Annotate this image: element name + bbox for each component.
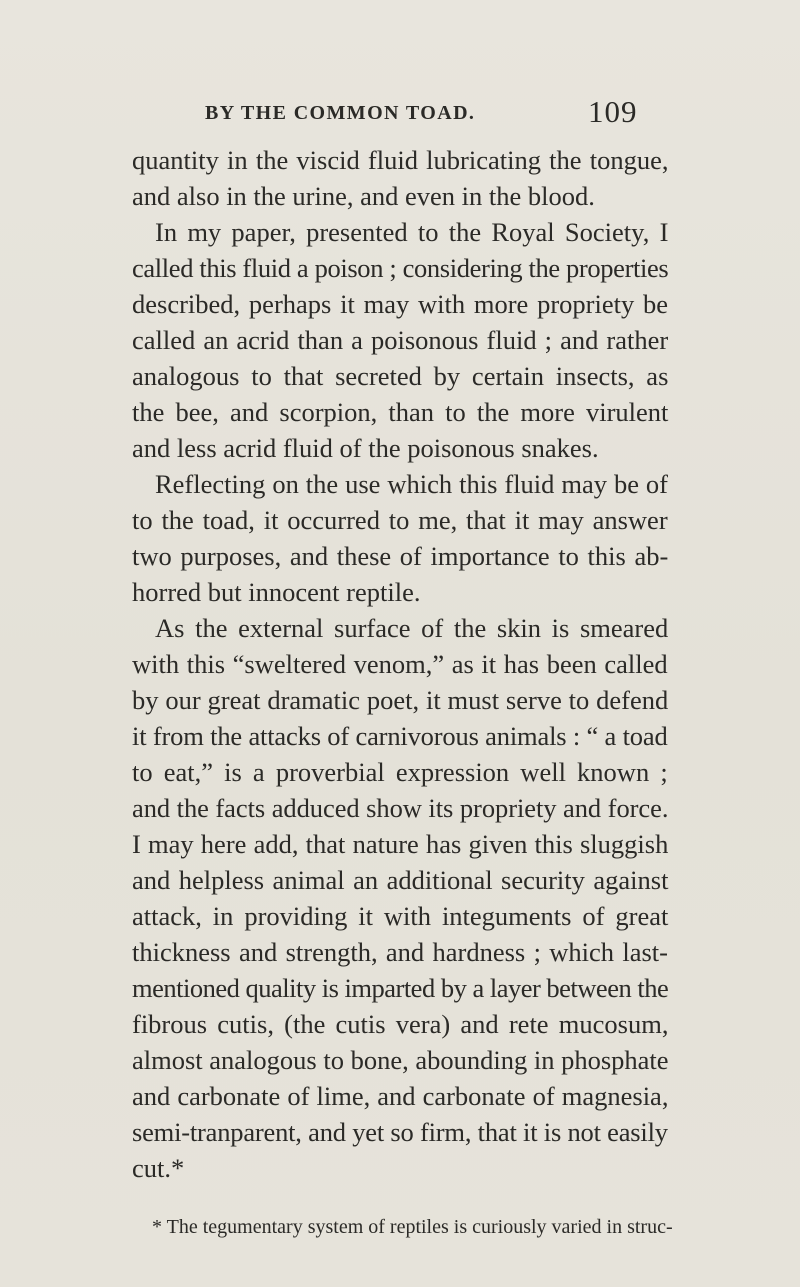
- text-line: and carbonate of lime, and carbonate of magnesia,: [132, 1081, 669, 1111]
- text-line: horred but innocent reptile.: [132, 577, 421, 607]
- text-line: the bee, and scorpion, than to the more virulent: [132, 397, 669, 427]
- text-line: In my paper, presented to the Royal Society, I: [155, 217, 669, 247]
- text-line: called this fluid a poison ; considering the properties: [132, 253, 669, 283]
- running-head: BY THE COMMON TOAD.: [205, 102, 476, 124]
- text-line: thickness and strength, and hardness ; which last-: [132, 937, 668, 967]
- text-line: and the facts adduced show its propriety and force.: [132, 793, 669, 823]
- text-line: to eat,” is a proverbial expression well known ;: [132, 757, 668, 787]
- text-line: Reflecting on the use which this fluid may be of: [155, 469, 669, 499]
- text-line: mentioned quality is imparted by a layer between the: [132, 973, 669, 1003]
- text-line: called an acrid than a poisonous fluid ; and rather: [132, 325, 669, 355]
- page-number: 109: [588, 94, 638, 129]
- text-line: and helpless animal an additional security against: [132, 865, 669, 895]
- text-line: described, perhaps it may with more propriety be: [132, 289, 669, 319]
- text-line: attack, in providing it with integuments of great: [132, 901, 669, 931]
- text-line: fibrous cutis, (the cutis vera) and rete mucosum,: [132, 1009, 669, 1039]
- text-line: I may here add, that nature has given this sluggish: [132, 829, 669, 859]
- text-line: it from the attacks of carnivorous animals : “ a toad: [132, 721, 668, 751]
- text-line: to the toad, it occurred to me, that it may answer: [132, 505, 668, 535]
- text-line: by our great dramatic poet, it must serve to defend: [132, 685, 669, 715]
- footnote: * The tegumentary system of reptiles is curiously varied in struc-: [152, 1216, 673, 1238]
- text-line: quantity in the viscid fluid lubricating the tongue,: [132, 145, 669, 175]
- text-line: with this “sweltered venom,” as it has been called: [132, 649, 668, 679]
- text-line: analogous to that secreted by certain insects, as: [132, 361, 669, 391]
- text-line: cut.*: [132, 1153, 185, 1183]
- text-line: semi-tranparent, and yet so firm, that it is not easily: [132, 1117, 668, 1147]
- text-line: As the external surface of the skin is smeared: [155, 613, 669, 643]
- page-header: [0, 94, 800, 134]
- text-line: and also in the urine, and even in the blood.: [132, 181, 595, 211]
- text-line: and less acrid fluid of the poisonous snakes.: [132, 433, 599, 463]
- text-line: two purposes, and these of importance to this ab-: [132, 541, 669, 571]
- text-line: almost analogous to bone, abounding in phosphate: [132, 1045, 669, 1075]
